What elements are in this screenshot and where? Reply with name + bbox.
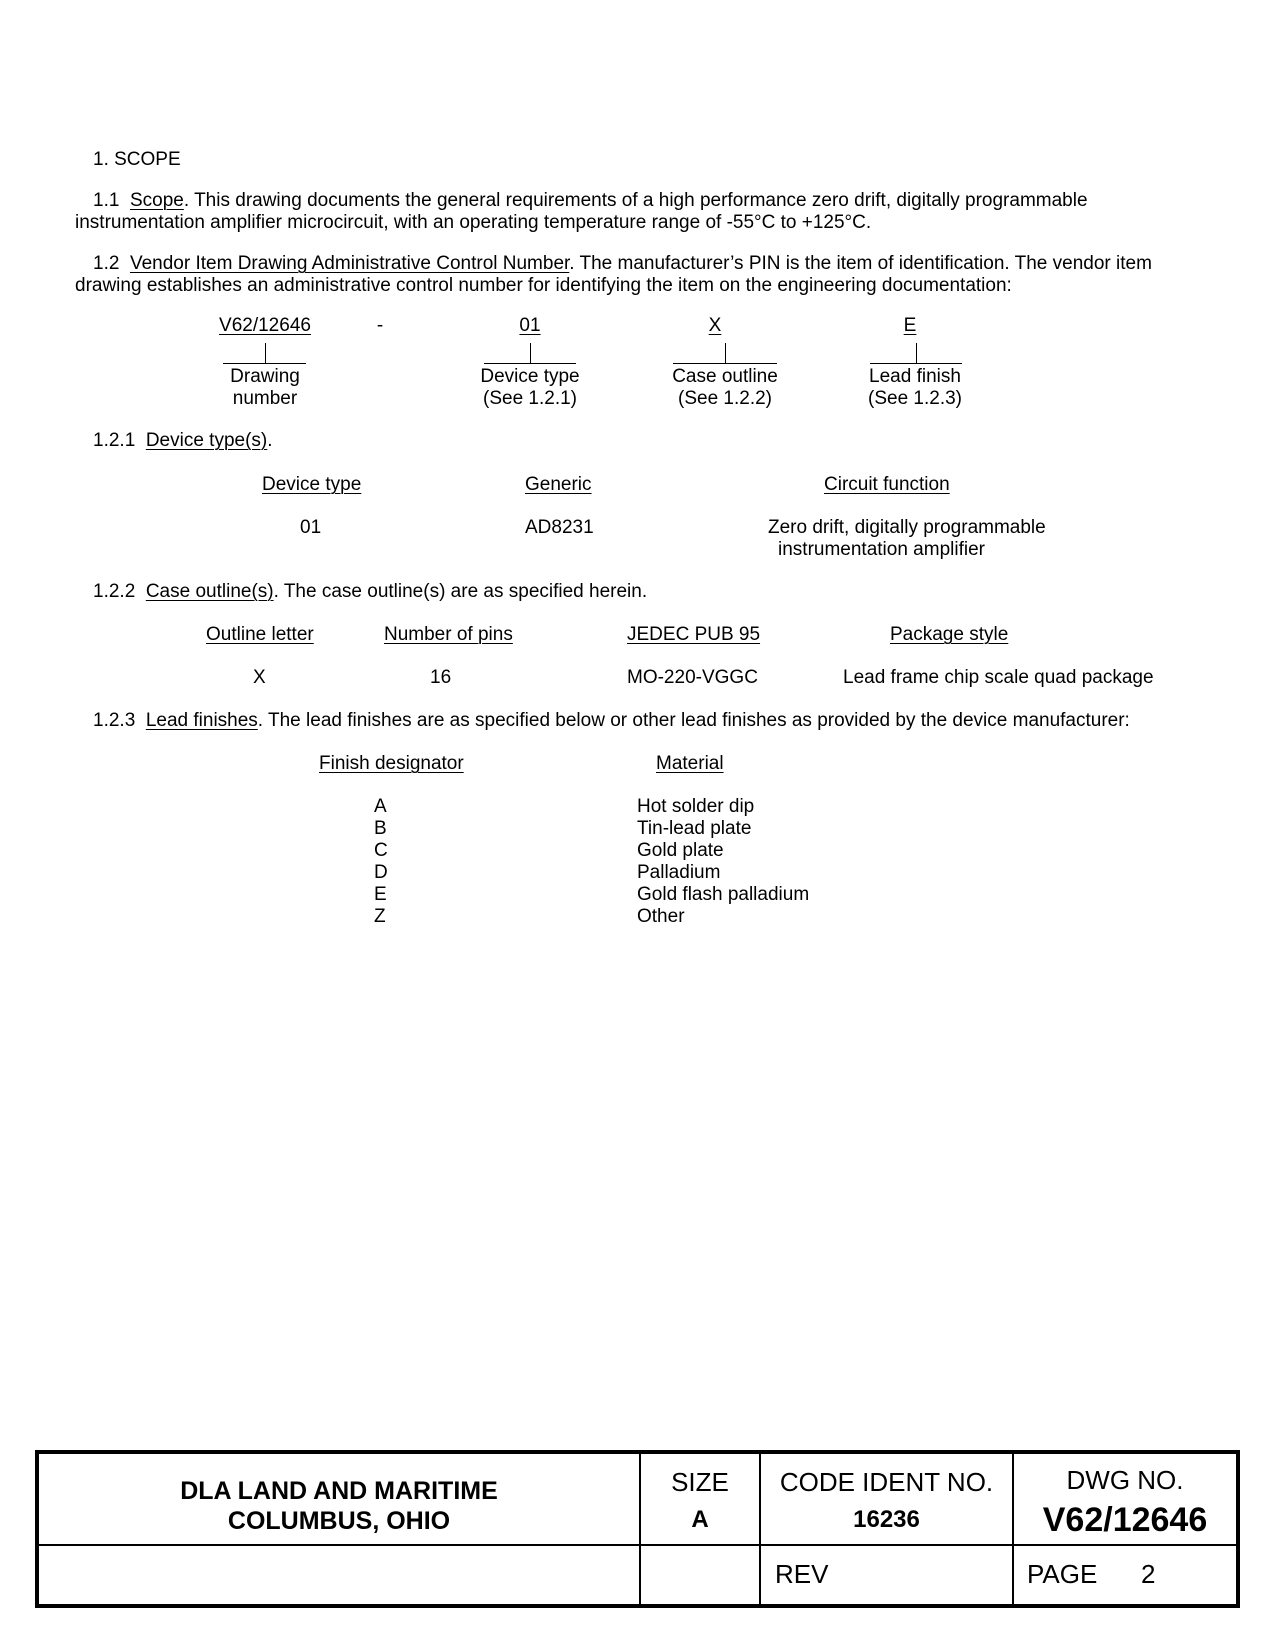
bracket-case [673,343,777,364]
cell-circuit-function-1: Zero drift, digitally programmable [768,517,1046,538]
cell-generic: AD8231 [525,517,594,538]
dwg-no-value: V62/12646 [1042,1501,1208,1539]
size-label: SIZE [671,1467,729,1497]
col-header-circuit-function: Circuit function [824,474,950,495]
para-title: Vendor Item Drawing Administrative Control Number [129,253,570,274]
subsection-1-2-3 [93,710,1130,732]
para-text: . The manufacturer’s PIN is the item of identification. The vendor item drawing establishes an administrative control number for identifying the item on the engineering documentation: [75,253,1152,296]
paragraph-1-1 [75,190,1205,234]
list-item: Z [374,906,386,927]
list-item: Other [637,906,685,927]
title-block [35,1450,1240,1608]
col-header-device-type: Device type [262,474,362,495]
list-item: Gold plate [637,840,724,861]
subsection-number: 1.2.2 [93,581,136,602]
list-item: B [374,818,387,839]
finish-designator-list [374,796,388,928]
label-finish-1: Lead finish [869,366,961,387]
list-item: Palladium [637,862,721,883]
subsection-text: . The case outline(s) are as specified herein. [273,581,648,602]
code-ident-cell [761,1466,1012,1536]
dwg-no-cell [1014,1464,1236,1540]
cell-device-type: 01 [300,517,322,538]
label-device-2: (See 1.2.1) [483,388,577,409]
pin-dash: - [376,315,384,336]
para-title: Scope [129,190,184,211]
size-cell [641,1466,759,1536]
code-ident-label: CODE IDENT NO. [779,1467,994,1497]
organization-name: DLA LAND AND MARITIME COLUMBUS, OHIO [180,1477,498,1535]
bracket-device [484,343,576,364]
subsection-title: Device type(s) [145,430,268,451]
col-header-material: Material [656,753,724,774]
list-item: D [374,862,388,883]
pin-case-outline: X [708,315,722,336]
size-value: A [691,1506,709,1533]
paragraph-1-2 [75,253,1205,297]
label-drawing-1: Drawing [230,366,300,387]
cell-jedec: MO-220-VGGC [627,667,758,688]
code-ident-value: 16236 [853,1506,920,1533]
label-case-2: (See 1.2.2) [678,388,772,409]
subsection-title: Case outline(s) [145,581,274,602]
subsection-1-2-1: 1.2.1 Device type(s). [93,430,273,451]
material-list [637,796,809,928]
col-header-generic: Generic [525,474,592,495]
subsection-number: 1.2.3 [93,710,136,731]
pin-drawing-number: V62/12646 [219,315,311,336]
para-text: . This drawing documents the general requirements of a high performance zero drift, digitally programmable instrumentation amplifier microcircuit, with an operating temperature range of -55°C to +125°C. [75,190,1088,233]
col-header-finish-designator: Finish designator [319,753,464,774]
para-number: 1.1 [93,190,120,211]
list-item: A [374,796,387,817]
page-number: 2 [1141,1559,1156,1589]
subsection-number: 1.2.1 [93,430,136,451]
para-number: 1.2 [93,253,120,274]
col-header-number-of-pins: Number of pins [384,624,513,645]
bracket-drawing [223,343,306,364]
label-case-1: Case outline [672,366,778,387]
cell-circuit-function-2: instrumentation amplifier [778,539,985,560]
pin-lead-finish: E [903,315,917,336]
cell-number-of-pins: 16 [430,667,452,688]
dwg-no-label: DWG NO. [1066,1465,1184,1495]
section-heading: 1. SCOPE [93,149,181,170]
label-device-1: Device type [480,366,580,387]
subsection-title: Lead finishes [145,710,258,731]
title-block-divider [39,1544,1236,1546]
label-finish-2: (See 1.2.3) [868,388,962,409]
col-header-package-style: Package style [890,624,1009,645]
list-item: Tin-lead plate [637,818,752,839]
list-item: Hot solder dip [637,796,755,817]
pin-device-type: 01 [519,315,541,336]
rev-label: REV [775,1559,829,1589]
col-header-outline-letter: Outline letter [206,624,314,645]
subsection-text: . The lead finishes are as specified below or other lead finishes as provided by the device manufacturer: [257,710,1130,731]
cell-package-style: Lead frame chip scale quad package [843,667,1154,688]
label-drawing-2: number [232,388,298,409]
cell-outline-letter: X [253,667,266,688]
page-label: PAGE [1027,1559,1098,1589]
list-item: C [374,840,388,861]
bracket-finish [870,343,962,364]
list-item: E [374,884,387,905]
col-header-jedec: JEDEC PUB 95 [627,624,761,645]
list-item: Gold flash palladium [637,884,810,905]
subsection-1-2-2 [93,581,647,603]
